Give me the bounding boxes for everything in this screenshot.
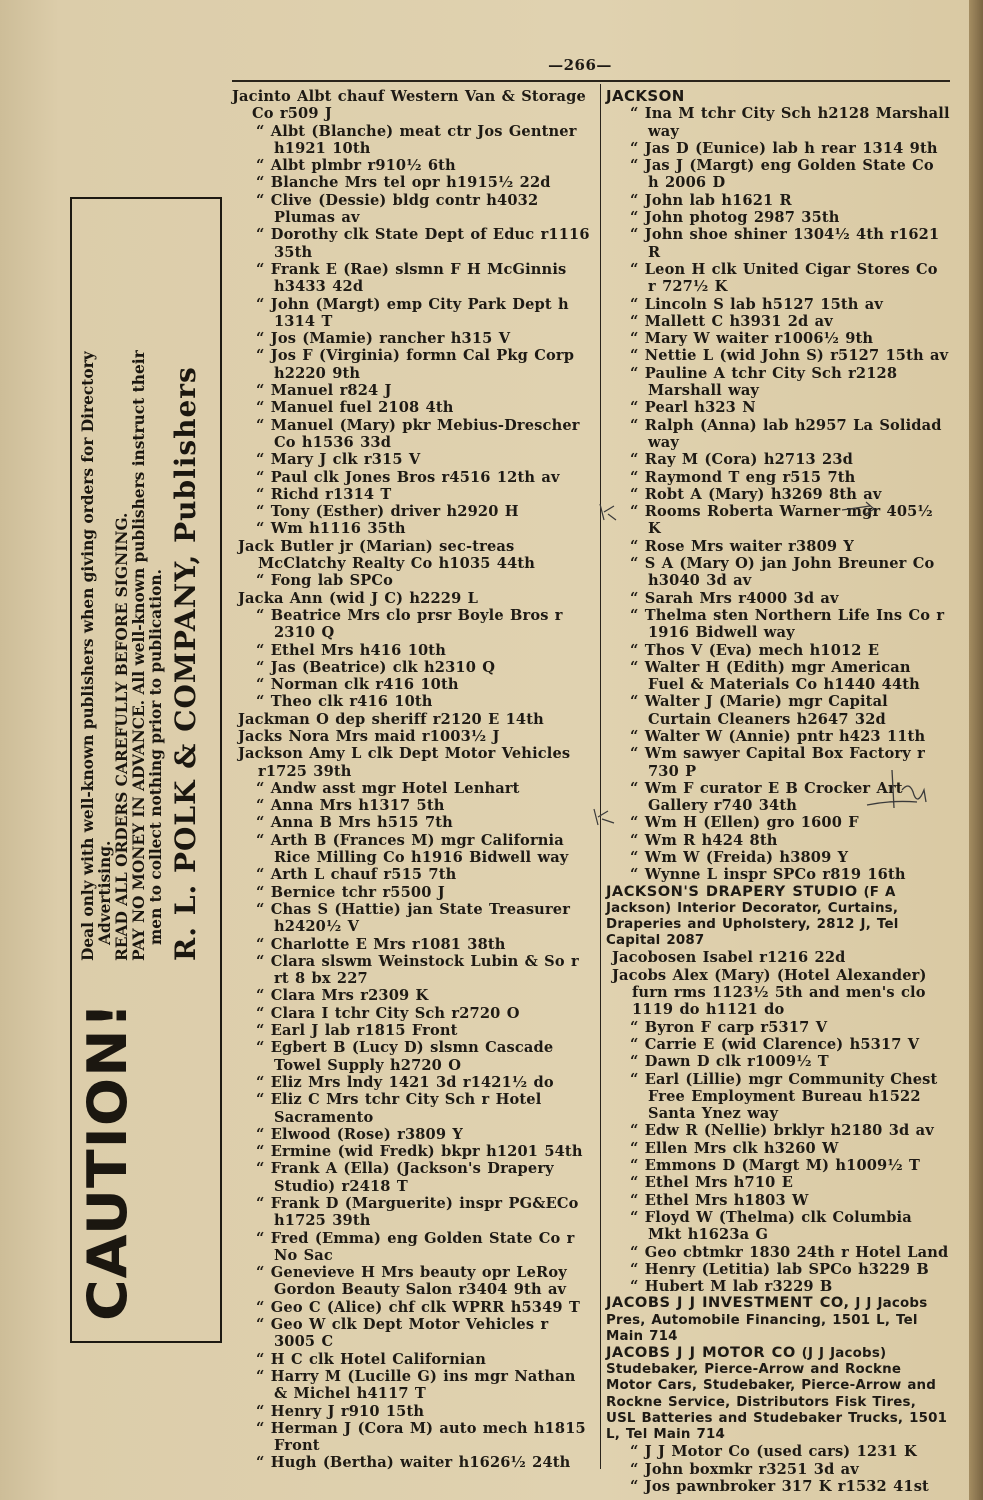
directory-sub-entry: “ Ermine (wid Fredk) bkpr h1201 54th <box>256 1143 583 1161</box>
directory-sub-entry: “ Floyd W (Thelma) clk Columbia Mkt h1623a G <box>630 1208 912 1244</box>
directory-sub-entry: “ Frank A (Ella) (Jackson's Drapery Studio) r2418 T <box>256 1160 554 1195</box>
directory-sub-entry: “ Ellen Mrs clk h3260 W <box>630 1139 839 1157</box>
directory-sub-entry: “ Rooms Roberta Warner mgr 405½ K <box>630 503 933 538</box>
business-advertisement <box>606 1345 950 1443</box>
directory-sub-entry: “ Ralph (Anna) lab h2957 La Solidad way <box>630 416 942 451</box>
directory-sub-entry: “ Earl (Lillie) mgr Community Chest Free Employment Bureau h1522 Santa Ynez way <box>630 1070 938 1123</box>
directory-entry: Jacobs Alex (Mary) (Hotel Alexander) furn rms 1123½ 5th and men's clo 1119 do h1121 do <box>612 966 927 1019</box>
caution-line: READ ALL ORDERS CAREFULLY BEFORE SIGNING. <box>113 512 131 961</box>
directory-sub-entry: “ Andw asst mgr Hotel Lenhart <box>256 779 520 797</box>
directory-sub-entry: “ Richd r1314 T <box>256 485 392 503</box>
directory-sub-entry: “ Arth L chauf r515 7th <box>256 866 457 884</box>
directory-sub-entry: “ Jos F (Virginia) formn Cal Pkg Corp h2220 9th <box>256 347 575 382</box>
business-details: (F A Jackson) Interior Decorator, Curtains, Draperies and Upholstery, 2812 J, Tel Capital 2087 <box>606 884 899 949</box>
directory-sub-entry: “ Anna Mrs h1317 5th <box>256 797 445 815</box>
directory-sub-entry: “ Clara Mrs r2309 K <box>256 987 429 1005</box>
page-number: —266— <box>548 56 612 74</box>
directory-sub-entry: “ H C clk Hotel Californian <box>256 1350 486 1368</box>
handwritten-mark <box>596 500 620 524</box>
directory-sub-entry: “ Wm R h424 8th <box>630 831 778 849</box>
directory-sub-entry: “ John (Margt) emp City Park Dept h 1314 T <box>256 295 569 330</box>
directory-sub-entry: “ Manuel fuel 2108 4th <box>256 399 454 417</box>
directory-sub-entry: “ Ethel Mrs h416 10th <box>256 641 446 659</box>
directory-sub-entry: “ Walter H (Edith) mgr American Fuel & Materials Co h1440 44th <box>630 658 920 694</box>
directory-sub-entry: “ Pearl h323 N <box>630 399 756 417</box>
directory-sub-entry: “ Norman clk r416 10th <box>256 676 459 694</box>
left-column <box>232 88 594 1472</box>
directory-sub-entry: “ Clive (Dessie) bldg contr h4032 Plumas av <box>256 191 539 227</box>
business-details: J J Jacobs Pres, Automobile Financing, 1501 L, Tel Main 714 <box>606 1296 928 1344</box>
caution-line: Deal only with well-known publishers when giving orders for Directory <box>79 351 97 961</box>
directory-sub-entry: “ Wm h1116 35th <box>256 520 406 538</box>
directory-sub-entry: “ Emmons D (Margt M) h1009½ T <box>630 1157 920 1175</box>
directory-sub-entry: “ Paul clk Jones Bros r4516 12th av <box>256 468 560 486</box>
directory-sub-entry: “ Jos (Mamie) rancher h315 V <box>256 330 511 348</box>
directory-sub-entry: “ Frank E (Rae) slsmn F H McGinnis h3433 42d <box>256 260 567 296</box>
directory-sub-entry: “ Earl J lab r1815 Front <box>256 1022 458 1040</box>
directory-sub-entry: “ Geo C (Alice) chf clk WPRR h5349 T <box>256 1298 580 1316</box>
directory-sub-entry: “ Geo cbtmkr 1830 24th r Hotel Land <box>630 1243 949 1261</box>
directory-entry: Jacobosen Isabel r1216 22d <box>612 949 846 967</box>
directory-sub-entry: “ Robt A (Mary) h3269 8th av <box>630 485 882 503</box>
directory-sub-entry: “ Egbert B (Lucy D) slsmn Cascade Towel Supply h2720 O <box>256 1039 554 1074</box>
caution-line: PAY NO MONEY IN ADVANCE. All well-known publishers instruct their <box>130 350 148 961</box>
directory-sub-entry: “ Manuel r824 J <box>256 382 392 400</box>
handwritten-mark <box>840 500 880 520</box>
directory-sub-entry: “ Wm H (Ellen) gro 1600 F <box>630 814 859 832</box>
caution-advertisement <box>70 197 222 1343</box>
caution-publisher: R. L. POLK & COMPANY, Publishers <box>169 366 202 961</box>
directory-sub-entry: “ Nettie L (wid John S) r5127 15th av <box>630 347 949 365</box>
directory-sub-entry: “ Hugh (Bertha) waiter h1626½ 24th <box>256 1454 571 1472</box>
directory-sub-entry: “ Fong lab SPCo <box>256 572 394 590</box>
directory-sub-entry: “ Wm sawyer Capital Box Factory r 730 P <box>630 745 925 780</box>
directory-sub-entry: “ Mallett C h3931 2d av <box>630 312 833 330</box>
directory-sub-entry: “ Byron F carp r5317 V <box>630 1018 828 1036</box>
directory-sub-entry: “ Anna B Mrs h515 7th <box>256 814 453 832</box>
directory-sub-entry: “ Arth B (Frances M) mgr California Rice Milling Co h1916 Bidwell way <box>256 831 569 867</box>
business-name: JACKSON'S DRAPERY STUDIO <box>606 882 858 900</box>
directory-sub-entry: “ Jas (Beatrice) clk h2310 Q <box>256 658 496 676</box>
directory-sub-entry: “ Manuel (Mary) pkr Mebius-Drescher Co h1536 33d <box>256 416 580 451</box>
directory-sub-entry: “ Clara I tchr City Sch r2720 O <box>256 1004 520 1022</box>
directory-sub-entry: “ Ina M tchr City Sch h2128 Marshall way <box>630 105 950 140</box>
directory-entry: Jack Butler jr (Marian) sec-treas McClatchy Realty Co h1035 44th <box>238 537 536 573</box>
directory-sub-entry: “ Dorothy clk State Dept of Educ r1116 35th <box>256 226 590 261</box>
directory-sub-entry: “ Thos V (Eva) mech h1012 E <box>630 641 880 659</box>
directory-sub-entry: “ Albt plmbr r910½ 6th <box>256 157 456 175</box>
directory-sub-entry: “ Charlotte E Mrs r1081 38th <box>256 935 506 953</box>
directory-sub-entry: “ Chas S (Hattie) jan State Treasurer h2420½ V <box>256 900 571 936</box>
directory-entry: Jacka Ann (wid J C) h2229 L <box>238 589 479 607</box>
section-heading: JACKSON <box>606 87 685 105</box>
header-rule <box>232 80 950 82</box>
directory-sub-entry: “ Albt (Blanche) meat ctr Jos Gentner h1921 10th <box>256 122 577 157</box>
directory-sub-entry: “ Wm W (Freida) h3809 Y <box>630 849 849 867</box>
caution-line: men to collect nothing prior to publication. <box>147 569 165 945</box>
directory-sub-entry: “ Bernice tchr r5500 J <box>256 883 445 901</box>
directory-sub-entry: “ John boxmkr r3251 3d av <box>630 1460 859 1478</box>
handwritten-mark <box>862 760 942 820</box>
directory-sub-entry: “ Lincoln S lab h5127 15th av <box>630 295 883 313</box>
handwritten-mark <box>590 805 620 829</box>
directory-sub-entry: “ Ethel Mrs h1803 W <box>630 1191 809 1209</box>
directory-sub-entry: “ Henry (Letitia) lab SPCo h3229 B <box>630 1260 929 1278</box>
caution-line: Advertising. <box>96 840 114 945</box>
directory-sub-entry: “ Carrie E (wid Clarence) h5317 V <box>630 1035 920 1053</box>
directory-sub-entry: “ Wm F curator E B Crocker Art Gallery r740 34th <box>630 779 903 815</box>
directory-sub-entry: “ Walter J (Marie) mgr Capital Curtain Cleaners h2647 32d <box>630 693 888 728</box>
directory-sub-entry: “ Blanche Mrs tel opr h1915½ 22d <box>256 174 551 192</box>
column-divider <box>600 84 601 1469</box>
directory-sub-entry: “ John photog 2987 35th <box>630 209 840 227</box>
directory-sub-entry: “ Harry M (Lucille G) ins mgr Nathan & Michel h4117 T <box>256 1367 576 1403</box>
directory-entry: Jacks Nora Mrs maid r1003½ J <box>238 727 500 745</box>
directory-sub-entry: “ Hubert M lab r3229 B <box>630 1278 833 1296</box>
directory-sub-entry: “ Ethel Mrs h710 E <box>630 1174 793 1192</box>
directory-sub-entry: “ Wynne L inspr SPCo r819 16th <box>630 866 906 884</box>
directory-sub-entry: “ Ray M (Cora) h2713 23d <box>630 451 853 469</box>
directory-sub-entry: “ S A (Mary O) jan John Breuner Co h3040 3d av <box>630 555 935 590</box>
directory-sub-entry: “ Tony (Esther) driver h2920 H <box>256 503 519 521</box>
directory-sub-entry: “ Edw R (Nellie) brklyr h2180 3d av <box>630 1122 934 1140</box>
directory-sub-entry: “ Mary W waiter r1006½ 9th <box>630 330 874 348</box>
directory-entry: Jackman O dep sheriff r2120 E 14th <box>238 710 544 728</box>
directory-sub-entry: “ Jos pawnbroker 317 K r1532 41st <box>630 1477 929 1495</box>
directory-entry: Jacinto Albt chauf Western Van & Storage Co r509 J <box>232 88 586 123</box>
business-advertisement <box>606 884 950 950</box>
directory-sub-entry: “ Henry J r910 15th <box>256 1402 425 1420</box>
business-advertisement <box>606 1295 950 1345</box>
directory-sub-entry: “ Fred (Emma) eng Golden State Co r No Sac <box>256 1229 575 1264</box>
directory-sub-entry: “ Jas D (Eunice) lab h rear 1314 9th <box>630 139 938 157</box>
directory-sub-entry: “ Rose Mrs waiter r3809 Y <box>630 537 854 555</box>
directory-sub-entry: “ J J Motor Co (used cars) 1231 K <box>630 1443 917 1461</box>
directory-sub-entry: “ Genevieve H Mrs beauty opr LeRoy Gordon Beauty Salon r3404 9th av <box>256 1264 567 1299</box>
caution-rotated-content <box>72 199 220 1341</box>
directory-sub-entry: “ John shoe shiner 1304½ 4th r1621 R <box>630 226 940 261</box>
business-details: (J J Jacobs) Studebaker, Pierce-Arrow and Rockne Motor Cars, Studebaker, Pierce-Arrow and Rockne Service, Distributors Fisk Tires, USL Batteries and Studebaker Trucks, 1501 L, Tel Main 714 <box>606 1346 948 1443</box>
directory-sub-entry: “ Geo W clk Dept Motor Vehicles r 3005 C <box>256 1316 549 1351</box>
business-name: JACOBS J J INVESTMENT CO, <box>606 1294 850 1312</box>
directory-sub-entry: “ John lab h1621 R <box>630 191 792 209</box>
directory-sub-entry: “ Beatrice Mrs clo prsr Boyle Bros r 2310 Q <box>256 606 563 642</box>
directory-sub-entry: “ Theo clk r416 10th <box>256 693 433 711</box>
directory-sub-entry: “ Pauline A tchr City Sch r2128 Marshall way <box>630 364 898 400</box>
caution-headline: CAUTION! <box>76 1001 139 1321</box>
directory-sub-entry: “ Clara slswm Weinstock Lubin & So r rt 8 bx 227 <box>256 952 579 988</box>
directory-sub-entry: “ Herman J (Cora M) auto mech h1815 Front <box>256 1419 586 1455</box>
directory-sub-entry: “ Elwood (Rose) r3809 Y <box>256 1125 463 1143</box>
page-binding-edge <box>969 0 983 1500</box>
directory-sub-entry: “ Eliz Mrs lndy 1421 3d r1421½ do <box>256 1073 554 1091</box>
directory-sub-entry: “ Frank D (Marguerite) inspr PG&ECo h1725 39th <box>256 1195 579 1230</box>
directory-entry: Jackson Amy L clk Dept Motor Vehicles r1725 39th <box>238 745 571 780</box>
directory-sub-entry: “ Raymond T eng r515 7th <box>630 468 856 486</box>
directory-sub-entry: “ Leon H clk United Cigar Stores Co r 727½ K <box>630 260 938 296</box>
directory-sub-entry: “ Thelma sten Northern Life Ins Co r 1916 Bidwell way <box>630 606 945 642</box>
business-name: JACOBS J J MOTOR CO <box>606 1344 796 1362</box>
directory-sub-entry: “ Sarah Mrs r4000 3d av <box>630 589 839 607</box>
directory-sub-entry: “ Dawn D clk r1009½ T <box>630 1053 829 1071</box>
directory-sub-entry: “ Walter W (Annie) pntr h423 11th <box>630 727 926 745</box>
directory-sub-entry: “ Jas J (Margt) eng Golden State Co h 2006 D <box>630 157 934 192</box>
directory-sub-entry: “ Mary J clk r315 V <box>256 451 421 469</box>
directory-sub-entry: “ Eliz C Mrs tchr City Sch r Hotel Sacramento <box>256 1091 542 1126</box>
